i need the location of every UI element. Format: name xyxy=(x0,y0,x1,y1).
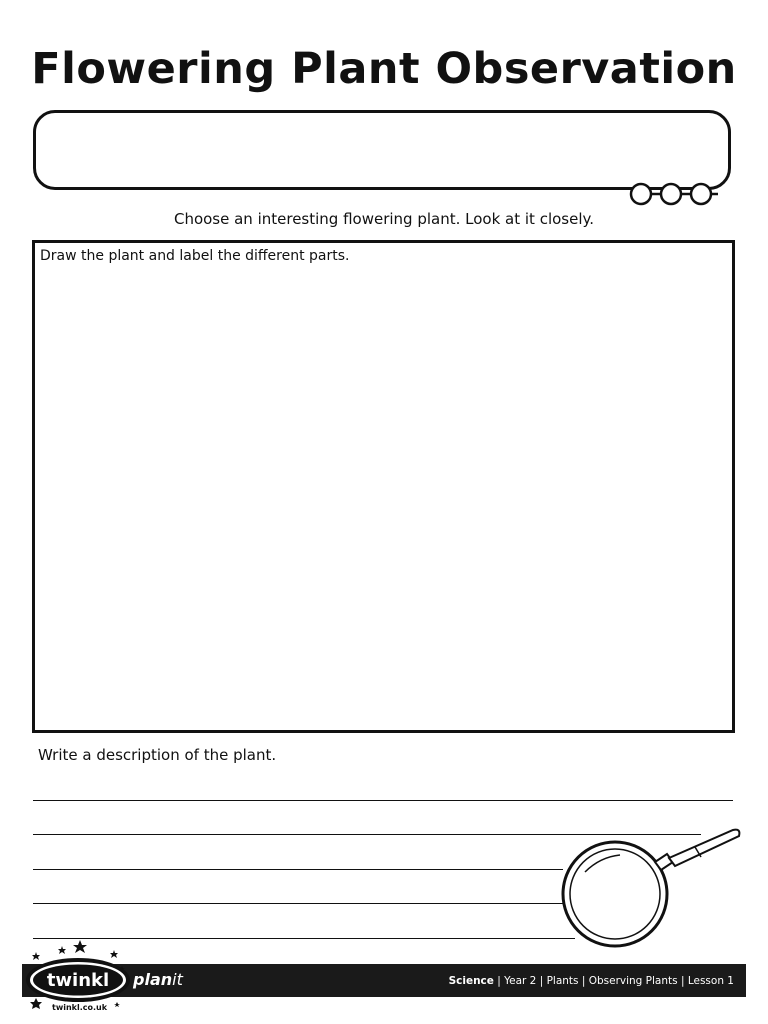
writing-line[interactable] xyxy=(33,869,563,870)
worksheet-title: Flowering Plant Observation xyxy=(31,44,737,94)
instruction-text: Choose an interesting flowering plant. Look at it closely. xyxy=(173,210,595,228)
chain-rings-icon xyxy=(628,180,718,210)
writing-line[interactable] xyxy=(33,800,733,801)
drawing-area-label: Draw the plant and label the different parts. xyxy=(40,248,350,264)
magnifying-glass-icon xyxy=(555,822,745,957)
twinkl-url: twinkl.co.uk xyxy=(52,1003,108,1012)
footer-path: | Year 2 | Plants | Observing Plants | Lesson 1 xyxy=(493,975,734,987)
writing-line[interactable] xyxy=(33,903,563,904)
planit-bold: plan xyxy=(133,970,173,989)
footer-subject: Science xyxy=(448,975,494,987)
writing-line[interactable] xyxy=(33,938,575,939)
description-label: Write a description of the plant. xyxy=(38,746,277,764)
footer-breadcrumb xyxy=(449,975,734,987)
planit-logo xyxy=(133,970,183,989)
drawing-area[interactable] xyxy=(32,240,735,733)
planit-thin: it xyxy=(172,970,183,989)
twinkl-logo-text: twinkl xyxy=(46,970,110,991)
name-box[interactable] xyxy=(33,110,731,190)
